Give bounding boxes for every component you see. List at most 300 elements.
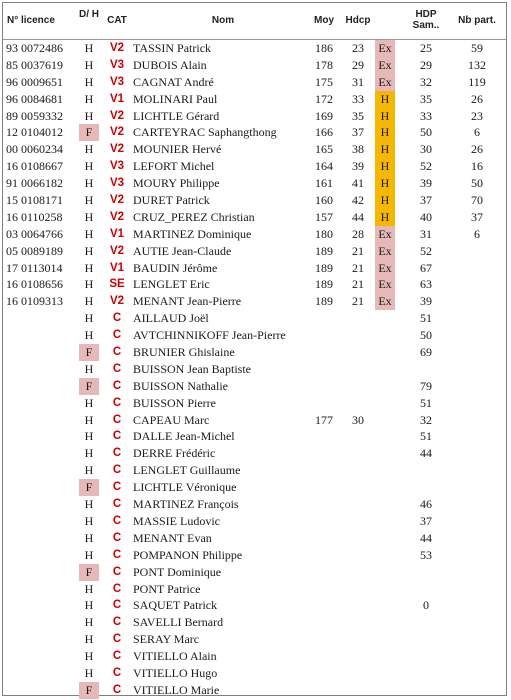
average-cell bbox=[309, 344, 339, 361]
header-hdp-sam: HDP Sam.. bbox=[412, 9, 440, 31]
name-cell: MASSIE Ludovic bbox=[133, 513, 220, 528]
name-cell: LEFORT Michel bbox=[133, 159, 215, 174]
hdp-sam-cell: 53 bbox=[420, 547, 432, 562]
average-cell: 160 bbox=[315, 193, 333, 208]
name-cell: DALLE Jean-Michel bbox=[133, 429, 235, 444]
table-row bbox=[3, 428, 506, 445]
nb-part-cell bbox=[462, 530, 492, 547]
table-row bbox=[3, 243, 506, 260]
table-row bbox=[3, 378, 506, 395]
hdp-sam-cell: 52 bbox=[420, 243, 432, 258]
nb-part-cell: 6 bbox=[474, 125, 480, 140]
nb-part-cell bbox=[462, 327, 492, 344]
nb-part-cell bbox=[462, 445, 492, 462]
licence-cell bbox=[6, 479, 78, 496]
hdp-sam-cell bbox=[411, 361, 441, 378]
status-badge: Ex bbox=[375, 226, 395, 243]
gender-cell: H bbox=[84, 547, 94, 562]
category-cell: C bbox=[112, 565, 122, 578]
licence-cell bbox=[6, 631, 78, 648]
status-badge bbox=[375, 462, 395, 479]
nb-part-cell bbox=[462, 276, 492, 293]
licence-cell bbox=[6, 496, 78, 513]
licence-cell bbox=[6, 530, 78, 547]
gender-cell: H bbox=[84, 497, 94, 512]
status-badge bbox=[375, 530, 395, 547]
nb-part-cell bbox=[462, 581, 492, 598]
category-cell: C bbox=[112, 362, 122, 375]
table-row bbox=[3, 141, 506, 158]
status-badge: H bbox=[375, 192, 395, 209]
hdp-sam-cell bbox=[411, 614, 441, 631]
average-cell: 189 bbox=[315, 277, 333, 292]
table-row bbox=[3, 648, 506, 665]
handicap-cell bbox=[343, 547, 373, 564]
status-badge bbox=[375, 631, 395, 648]
handicap-cell: 44 bbox=[352, 209, 364, 224]
licence-cell bbox=[6, 597, 78, 614]
licence-cell: 16 0110258 bbox=[6, 209, 63, 224]
nb-part-cell bbox=[462, 597, 492, 614]
status-badge: H bbox=[375, 91, 395, 108]
average-cell: 165 bbox=[315, 142, 333, 157]
category-cell: V1 bbox=[109, 92, 125, 105]
average-cell bbox=[309, 631, 339, 648]
name-cell: MARTINEZ Dominique bbox=[133, 226, 252, 241]
name-cell: TASSIN Patrick bbox=[133, 41, 212, 55]
handicap-cell bbox=[343, 445, 373, 462]
hdp-sam-cell: 63 bbox=[420, 277, 432, 292]
handicap-cell bbox=[343, 665, 373, 682]
status-badge bbox=[375, 597, 395, 614]
hdp-sam-cell: 31 bbox=[420, 226, 432, 241]
hdp-sam-cell: 51 bbox=[420, 311, 432, 326]
table-row bbox=[3, 108, 506, 125]
handicap-cell: 23 bbox=[352, 41, 364, 55]
name-cell: CRUZ_PEREZ Christian bbox=[133, 209, 255, 224]
gender-cell: H bbox=[84, 412, 94, 427]
name-cell: MENANT Jean-Pierre bbox=[133, 294, 242, 309]
licence-cell bbox=[6, 327, 78, 344]
name-cell: AUTIE Jean-Claude bbox=[133, 243, 232, 258]
nb-part-cell bbox=[462, 462, 492, 479]
table-row bbox=[3, 665, 506, 682]
gender-cell: H bbox=[84, 581, 94, 596]
table-row bbox=[3, 395, 506, 412]
licence-cell: 03 0064766 bbox=[6, 226, 63, 241]
table-header bbox=[3, 3, 506, 40]
category-cell: C bbox=[112, 498, 122, 511]
nb-part-cell: 37 bbox=[471, 209, 483, 224]
status-badge bbox=[375, 378, 395, 395]
handicap-cell: 37 bbox=[352, 125, 364, 140]
hdp-sam-cell: 67 bbox=[420, 260, 432, 275]
hdp-sam-cell: 39 bbox=[420, 176, 432, 191]
handicap-cell bbox=[343, 564, 373, 581]
handicap-cell: 21 bbox=[352, 243, 364, 258]
handicap-cell: 41 bbox=[352, 176, 364, 191]
table-row bbox=[3, 530, 506, 547]
category-cell: C bbox=[112, 464, 122, 477]
category-cell: C bbox=[112, 650, 122, 663]
handicap-cell: 30 bbox=[352, 412, 364, 427]
category-cell: V2 bbox=[109, 295, 125, 308]
table-row bbox=[3, 260, 506, 277]
category-cell: C bbox=[112, 633, 122, 646]
gender-cell: H bbox=[84, 311, 94, 326]
hdp-sam-cell: 50 bbox=[420, 125, 432, 140]
status-badge bbox=[375, 564, 395, 581]
table-row bbox=[3, 293, 506, 310]
nb-part-cell: 50 bbox=[471, 176, 483, 191]
category-cell: C bbox=[112, 379, 122, 392]
average-cell: 178 bbox=[315, 57, 333, 72]
average-cell bbox=[309, 665, 339, 682]
category-cell: C bbox=[112, 329, 122, 342]
average-cell: 164 bbox=[315, 159, 333, 174]
name-cell: BRUNIER Ghislaine bbox=[133, 345, 235, 360]
header-moy: Moy bbox=[314, 15, 334, 26]
nb-part-cell: 23 bbox=[471, 108, 483, 123]
nb-part-cell bbox=[462, 243, 492, 260]
nb-part-cell: 59 bbox=[471, 41, 483, 55]
average-cell bbox=[309, 395, 339, 412]
status-badge bbox=[375, 344, 395, 361]
average-cell bbox=[309, 513, 339, 530]
hdp-sam-cell bbox=[411, 479, 441, 496]
licence-cell bbox=[6, 310, 78, 327]
handicap-cell bbox=[343, 496, 373, 513]
hdp-sam-cell: 37 bbox=[420, 193, 432, 208]
average-cell bbox=[309, 530, 339, 547]
handicap-cell: 31 bbox=[352, 74, 364, 89]
name-cell: SAQUET Patrick bbox=[133, 598, 218, 613]
table-row bbox=[3, 175, 506, 192]
handicap-cell bbox=[343, 310, 373, 327]
licence-cell: 93 0072486 bbox=[6, 41, 63, 55]
status-badge: Ex bbox=[375, 293, 395, 310]
header-nb-part: Nb part. bbox=[458, 15, 496, 26]
table-row bbox=[3, 513, 506, 530]
nb-part-cell bbox=[462, 682, 492, 699]
name-cell: BAUDIN Jérôme bbox=[133, 260, 218, 275]
gender-cell: H bbox=[84, 159, 94, 174]
licence-cell: 17 0113014 bbox=[6, 260, 63, 275]
table-row bbox=[3, 614, 506, 631]
gender-cell: H bbox=[84, 429, 94, 444]
nb-part-cell: 16 bbox=[471, 159, 483, 174]
category-cell: V3 bbox=[109, 177, 125, 190]
nb-part-cell bbox=[462, 260, 492, 277]
header-hdcp: Hdcp bbox=[345, 15, 371, 26]
average-cell: 177 bbox=[315, 412, 333, 427]
hdp-sam-cell bbox=[411, 682, 441, 699]
gender-cell: F bbox=[79, 378, 99, 395]
licence-cell bbox=[6, 665, 78, 682]
hdp-sam-cell bbox=[411, 631, 441, 648]
name-cell: CAPEAU Marc bbox=[133, 412, 210, 427]
average-cell bbox=[309, 378, 339, 395]
handicap-cell bbox=[343, 395, 373, 412]
status-badge bbox=[375, 648, 395, 665]
nb-part-cell bbox=[462, 648, 492, 665]
gender-cell: H bbox=[84, 649, 94, 664]
hdp-sam-cell: 30 bbox=[420, 142, 432, 157]
category-cell: V2 bbox=[109, 126, 125, 139]
hdp-sam-cell: 44 bbox=[420, 446, 432, 461]
name-cell: CARTEYRAC Saphangthong bbox=[133, 125, 277, 140]
status-badge: H bbox=[375, 175, 395, 192]
table-row bbox=[3, 158, 506, 175]
handicap-cell bbox=[343, 648, 373, 665]
category-cell: C bbox=[112, 599, 122, 612]
licence-cell bbox=[6, 445, 78, 462]
average-cell: 169 bbox=[315, 108, 333, 123]
category-cell: C bbox=[112, 481, 122, 494]
gender-cell: H bbox=[84, 294, 94, 309]
hdp-sam-cell: 52 bbox=[420, 159, 432, 174]
name-cell: BUISSON Pierre bbox=[133, 395, 216, 410]
average-cell: 157 bbox=[315, 209, 333, 224]
licence-cell: 85 0037619 bbox=[6, 57, 63, 72]
gender-cell: H bbox=[84, 176, 94, 191]
licence-cell: 91 0066182 bbox=[6, 176, 63, 191]
table-row bbox=[3, 74, 506, 91]
table-row bbox=[3, 564, 506, 581]
player-table bbox=[2, 2, 507, 696]
header-licence: N° licence bbox=[7, 15, 55, 26]
status-badge bbox=[375, 682, 395, 699]
licence-cell: 00 0060234 bbox=[6, 142, 63, 157]
status-badge bbox=[375, 547, 395, 564]
table-row bbox=[3, 310, 506, 327]
name-cell: LICHTLE Gérard bbox=[133, 108, 220, 123]
table-row bbox=[3, 682, 506, 699]
hdp-sam-cell: 25 bbox=[420, 41, 432, 55]
status-badge bbox=[375, 665, 395, 682]
hdp-sam-cell: 0 bbox=[423, 598, 429, 613]
gender-cell: H bbox=[84, 74, 94, 89]
category-cell: V2 bbox=[109, 244, 125, 257]
name-cell: MARTINEZ François bbox=[133, 497, 239, 512]
name-cell: AVTCHINNIKOFF Jean-Pierre bbox=[133, 328, 286, 343]
average-cell: 186 bbox=[315, 41, 333, 55]
licence-cell: 12 0104012 bbox=[6, 125, 63, 140]
average-cell: 161 bbox=[315, 176, 333, 191]
hdp-sam-cell: 79 bbox=[420, 378, 432, 393]
handicap-cell: 21 bbox=[352, 294, 364, 309]
hdp-sam-cell: 37 bbox=[420, 513, 432, 528]
category-cell: C bbox=[112, 312, 122, 325]
table-row bbox=[3, 547, 506, 564]
category-cell: C bbox=[112, 616, 122, 629]
category-cell: C bbox=[112, 582, 122, 595]
licence-cell bbox=[6, 648, 78, 665]
status-badge bbox=[375, 412, 395, 429]
category-cell: V2 bbox=[109, 109, 125, 122]
nb-part-cell bbox=[462, 564, 492, 581]
name-cell: DUBOIS Alain bbox=[133, 57, 207, 72]
gender-cell: H bbox=[84, 463, 94, 478]
gender-cell: F bbox=[79, 124, 99, 141]
status-badge bbox=[375, 445, 395, 462]
licence-cell bbox=[6, 513, 78, 530]
hdp-sam-cell: 29 bbox=[420, 57, 432, 72]
status-badge: Ex bbox=[375, 243, 395, 260]
gender-cell: H bbox=[84, 361, 94, 376]
nb-part-cell bbox=[462, 614, 492, 631]
nb-part-cell: 119 bbox=[468, 74, 486, 89]
handicap-cell bbox=[343, 428, 373, 445]
table-row bbox=[3, 361, 506, 378]
category-cell: V2 bbox=[109, 194, 125, 207]
handicap-cell: 21 bbox=[352, 277, 364, 292]
status-badge: H bbox=[375, 141, 395, 158]
table-row bbox=[3, 462, 506, 479]
average-cell: 175 bbox=[315, 74, 333, 89]
licence-cell bbox=[6, 462, 78, 479]
table-row bbox=[3, 192, 506, 209]
licence-cell bbox=[6, 344, 78, 361]
name-cell: LENGLET Guillaume bbox=[133, 463, 241, 478]
category-cell: C bbox=[112, 396, 122, 409]
gender-cell: H bbox=[84, 142, 94, 157]
table-row bbox=[3, 597, 506, 614]
category-cell: V2 bbox=[109, 143, 125, 156]
table-row bbox=[3, 344, 506, 361]
status-badge bbox=[375, 581, 395, 598]
hdp-sam-cell: 69 bbox=[420, 345, 432, 360]
category-cell: C bbox=[112, 666, 122, 679]
hdp-sam-cell: 46 bbox=[420, 497, 432, 512]
average-cell bbox=[309, 648, 339, 665]
handicap-cell bbox=[343, 682, 373, 699]
table-row bbox=[3, 445, 506, 462]
licence-cell: 96 0084681 bbox=[6, 91, 63, 106]
category-cell: V2 bbox=[109, 210, 125, 223]
licence-cell: 15 0108171 bbox=[6, 193, 63, 208]
nb-part-cell bbox=[462, 631, 492, 648]
handicap-cell bbox=[343, 581, 373, 598]
average-cell: 189 bbox=[315, 260, 333, 275]
handicap-cell: 29 bbox=[352, 57, 364, 72]
gender-cell: H bbox=[84, 665, 94, 680]
licence-cell bbox=[6, 395, 78, 412]
name-cell: POMPANON Philippe bbox=[133, 547, 243, 562]
status-badge: H bbox=[375, 209, 395, 226]
category-cell: C bbox=[112, 430, 122, 443]
category-cell: C bbox=[112, 447, 122, 460]
handicap-cell bbox=[343, 361, 373, 378]
handicap-cell: 35 bbox=[352, 108, 364, 123]
name-cell: PONT Dominique bbox=[133, 564, 222, 579]
hdp-sam-cell bbox=[411, 462, 441, 479]
status-badge: H bbox=[375, 158, 395, 175]
status-badge bbox=[375, 428, 395, 445]
name-cell: AILLAUD Joël bbox=[133, 311, 209, 326]
name-cell: VITIELLO Alain bbox=[133, 649, 217, 664]
nb-part-cell: 132 bbox=[468, 57, 486, 72]
nb-part-cell bbox=[462, 513, 492, 530]
header-dh: D/ H bbox=[79, 9, 99, 20]
status-badge bbox=[375, 479, 395, 496]
gender-cell: H bbox=[84, 530, 94, 545]
licence-cell: 96 0009651 bbox=[6, 74, 63, 89]
nb-part-cell bbox=[462, 547, 492, 564]
category-cell: V3 bbox=[109, 75, 125, 88]
gender-cell: F bbox=[79, 479, 99, 496]
handicap-cell bbox=[343, 462, 373, 479]
name-cell: VITIELLO Hugo bbox=[133, 665, 218, 680]
licence-cell bbox=[6, 428, 78, 445]
gender-cell: H bbox=[84, 598, 94, 613]
table-row bbox=[3, 276, 506, 293]
category-cell: C bbox=[112, 548, 122, 561]
gender-cell: H bbox=[84, 513, 94, 528]
status-badge bbox=[375, 496, 395, 513]
licence-cell: 16 0108667 bbox=[6, 159, 63, 174]
nb-part-cell bbox=[462, 428, 492, 445]
table-row bbox=[3, 412, 506, 429]
table-body bbox=[3, 40, 506, 699]
status-badge: H bbox=[375, 124, 395, 141]
gender-cell: H bbox=[84, 57, 94, 72]
table-row bbox=[3, 40, 506, 57]
handicap-cell: 39 bbox=[352, 159, 364, 174]
gender-cell: H bbox=[84, 395, 94, 410]
status-badge bbox=[375, 310, 395, 327]
nb-part-cell bbox=[462, 412, 492, 429]
table-row bbox=[3, 226, 506, 243]
average-cell bbox=[309, 327, 339, 344]
average-cell bbox=[309, 445, 339, 462]
gender-cell: H bbox=[84, 226, 94, 241]
status-badge bbox=[375, 327, 395, 344]
average-cell: 189 bbox=[315, 294, 333, 309]
licence-cell bbox=[6, 547, 78, 564]
table-row bbox=[3, 631, 506, 648]
gender-cell: H bbox=[84, 41, 94, 55]
table-row bbox=[3, 496, 506, 513]
hdp-sam-cell: 40 bbox=[420, 209, 432, 224]
nb-part-cell: 26 bbox=[471, 91, 483, 106]
nb-part-cell: 70 bbox=[471, 193, 483, 208]
nb-part-cell bbox=[462, 361, 492, 378]
hdp-sam-cell: 35 bbox=[420, 91, 432, 106]
category-cell: V3 bbox=[109, 58, 125, 71]
licence-cell bbox=[6, 412, 78, 429]
hdp-sam-cell: 51 bbox=[420, 395, 432, 410]
gender-cell: F bbox=[79, 564, 99, 581]
handicap-cell bbox=[343, 344, 373, 361]
licence-cell bbox=[6, 581, 78, 598]
average-cell bbox=[309, 462, 339, 479]
nb-part-cell bbox=[462, 378, 492, 395]
average-cell bbox=[309, 310, 339, 327]
nb-part-cell bbox=[462, 344, 492, 361]
licence-cell bbox=[6, 378, 78, 395]
hdp-sam-cell: 51 bbox=[420, 429, 432, 444]
handicap-cell: 42 bbox=[352, 193, 364, 208]
category-cell: C bbox=[112, 346, 122, 359]
category-cell: C bbox=[112, 413, 122, 426]
hdp-sam-cell bbox=[411, 581, 441, 598]
name-cell: BUISSON Nathalie bbox=[133, 378, 228, 393]
nb-part-cell: 26 bbox=[471, 142, 483, 157]
hdp-sam-cell: 50 bbox=[420, 328, 432, 343]
nb-part-cell bbox=[462, 665, 492, 682]
name-cell: LICHTLE Véronique bbox=[133, 480, 237, 495]
